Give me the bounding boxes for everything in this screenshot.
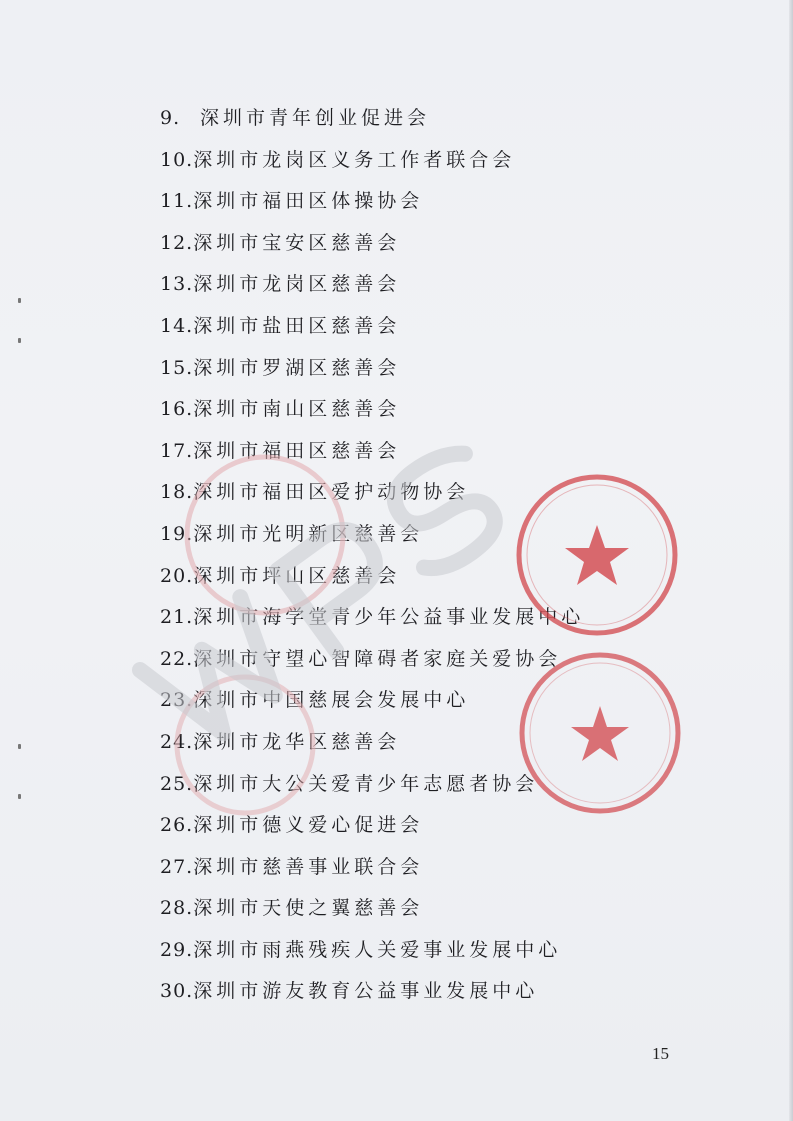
item-number: 26.: [160, 814, 194, 837]
list-item: [160, 973, 584, 1015]
item-number: 16.: [160, 398, 194, 421]
list-item: [160, 849, 584, 891]
item-number: 19.: [160, 522, 194, 545]
item-number: 12.: [160, 231, 194, 254]
item-number: 11.: [160, 190, 194, 213]
item-number: 28.: [160, 897, 194, 920]
organization-name: 深圳市南山区慈善会: [193, 398, 401, 421]
item-number: 27.: [160, 855, 194, 878]
organization-name: 深圳市龙华区慈善会: [193, 730, 401, 753]
item-number: 17.: [160, 439, 194, 462]
list-item: [160, 641, 584, 683]
item-number: 23.: [160, 689, 194, 712]
list-item: [160, 183, 584, 225]
organization-list: [160, 100, 584, 1015]
list-item: [160, 266, 584, 308]
list-item: [160, 350, 584, 392]
list-item: [160, 433, 584, 475]
organization-name: 深圳市龙岗区义务工作者联合会: [193, 148, 516, 171]
list-item: [160, 890, 584, 932]
list-item: [160, 599, 584, 641]
list-item: [160, 225, 584, 267]
page-edge: [789, 0, 793, 1121]
item-number: 29.: [160, 938, 194, 961]
list-item: [160, 932, 584, 974]
list-item: [160, 766, 584, 808]
organization-name: 深圳市德义爱心促进会: [193, 814, 424, 837]
item-number: 14.: [160, 314, 194, 337]
organization-name: 深圳市坪山区慈善会: [193, 564, 401, 587]
item-number: 22.: [160, 647, 194, 670]
scan-mark: [18, 744, 21, 749]
item-number: 24.: [160, 730, 194, 753]
organization-name: 深圳市海学堂青少年公益事业发展中心: [193, 606, 585, 629]
item-number: 25.: [160, 772, 194, 795]
organization-name: 深圳市雨燕残疾人关爱事业发展中心: [193, 938, 562, 961]
item-number: 10.: [160, 148, 194, 171]
scan-mark: [18, 298, 21, 303]
organization-name: 深圳市龙岗区慈善会: [193, 273, 401, 296]
list-item: [160, 558, 584, 600]
list-item: [160, 807, 584, 849]
organization-name: 深圳市守望心智障碍者家庭关爱协会: [193, 647, 562, 670]
organization-name: 深圳市青年创业促进会: [200, 107, 431, 129]
item-number: 18.: [160, 481, 194, 504]
organization-name: 深圳市福田区体操协会: [193, 190, 424, 213]
organization-name: 深圳市光明新区慈善会: [193, 522, 424, 545]
organization-name: 深圳市大公关爱青少年志愿者协会: [193, 772, 539, 795]
list-item: [160, 682, 584, 724]
list-item: [160, 474, 584, 516]
list-item: [160, 516, 584, 558]
item-number: 15.: [160, 356, 194, 379]
list-item: [160, 724, 584, 766]
list-item: [160, 100, 584, 142]
item-number: 13.: [160, 273, 194, 296]
scan-mark: [18, 338, 21, 343]
item-number: 30.: [160, 980, 194, 1003]
organization-name: 深圳市宝安区慈善会: [193, 231, 401, 254]
organization-name: 深圳市福田区爱护动物协会: [193, 481, 470, 504]
item-number: 21.: [160, 606, 194, 629]
list-item: [160, 391, 584, 433]
organization-name: 深圳市中国慈展会发展中心: [193, 689, 470, 712]
organization-name: 深圳市盐田区慈善会: [193, 314, 401, 337]
item-number: 20.: [160, 564, 194, 587]
page-number: 15: [652, 1044, 669, 1063]
list-item: [160, 142, 584, 184]
scan-mark: [18, 794, 21, 799]
item-number: 9.: [160, 107, 181, 129]
organization-name: 深圳市天使之翼慈善会: [193, 897, 424, 920]
list-item: [160, 308, 584, 350]
organization-name: 深圳市游友教育公益事业发展中心: [193, 980, 539, 1003]
organization-name: 深圳市福田区慈善会: [193, 439, 401, 462]
organization-name: 深圳市慈善事业联合会: [193, 855, 424, 878]
organization-name: 深圳市罗湖区慈善会: [193, 356, 401, 379]
